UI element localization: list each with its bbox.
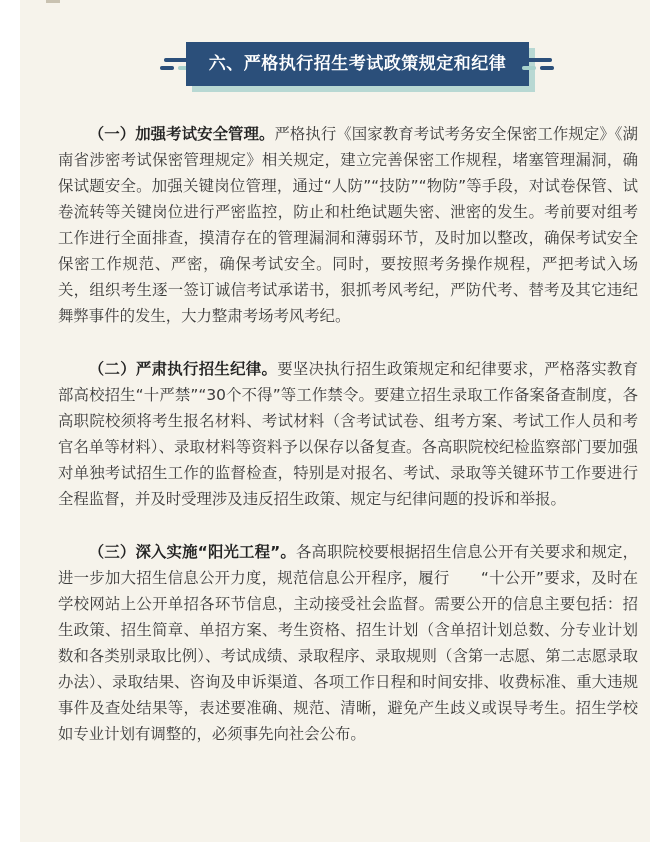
paragraph-text: 严格执行《国家教育考试考务安全保密工作规定》《湖南省涉密考试保密管理规定》相关规定，建立完善保密工作规程，堵塞管理漏洞，确保试题安全。加强关键岗位管理，通过“人防”“技防”“物防”等手段，对试卷保管、试卷流转等关键岗位进行严密监控，防止和杜绝试题失密、泄密的发生。考前要对组考工作进行全面排查，摸清存在的管理漏洞和薄弱环节，及时加以整改，确保考试安全保密工作规范、严密，确保考试安全。同时，要按照考务操作规程，严把考试入场关，组织考生逐一签订诚信考试承诺书，狠抓考风考纪，严防代考、替考及其它违纪舞弊事件的发生，大力整肃考场考风考纪。 bbox=[58, 125, 638, 325]
paragraph-discipline bbox=[58, 356, 638, 512]
paragraph-text: 要坚决执行招生政策规定和纪律要求，严格落实教育部高校招生“十严禁”“30个不得”等工作禁令。要建立招生录取工作备案备查制度，各高职院校须将考生报名材料、考试材料（含考试试卷、组考方案、考试工作人员和考官名单等材料）、录取材料等资料予以保存以备复查。各高职院校纪检监察部门要加强对单独考试招生工作的监督检查，特别是对报名、考试、录取等关键环节工作要进行全程监督，并及时受理涉及违反招生政策、规定与纪律问题的投诉和举报。 bbox=[58, 360, 638, 508]
section-title: 六、严格执行招生考试政策规定和纪律 bbox=[186, 42, 529, 86]
section-banner bbox=[160, 38, 555, 94]
paragraph-security bbox=[58, 121, 638, 329]
banner-decoration-right bbox=[540, 66, 554, 70]
paragraph-text: 各高职院校要根据招生信息公开有关要求和规定，进一步加大招生信息公开力度，规范信息公开程序，履行 “十公开”要求，及时在学校网站上公开单招各环节信息，主动接受社会监督。需要公开的信息主要包括：招生政策、招生简章、单招方案、考生资格、招生计划（含单招计划总数、分专业计划数和各类别录取比例）、考试成绩、录取程序、录取规则（含第一志愿、第二志愿录取办法）、录取结果、咨询及申诉渠道、各项工作日程和时间安排、收费标准、重大违规事件及查处结果等，表述要准确、规范、清晰，避免产生歧义或误导考生。招生学校如专业计划有调整的，必须事先向社会公布。 bbox=[58, 543, 638, 743]
banner-decoration-right bbox=[522, 66, 536, 70]
article-card bbox=[20, 0, 650, 842]
paragraph-heading: （三）深入实施“阳光工程”。 bbox=[88, 543, 296, 561]
paragraph-heading: （一）加强考试安全管理。 bbox=[88, 125, 275, 143]
paragraph-heading: （二）严肃执行招生纪律。 bbox=[88, 360, 278, 378]
banner-decoration-right bbox=[524, 58, 552, 62]
paragraph-sunshine-project bbox=[58, 539, 638, 747]
article-body bbox=[58, 121, 638, 774]
top-divider-mark bbox=[46, 0, 60, 3]
banner-decoration-left bbox=[160, 66, 174, 70]
